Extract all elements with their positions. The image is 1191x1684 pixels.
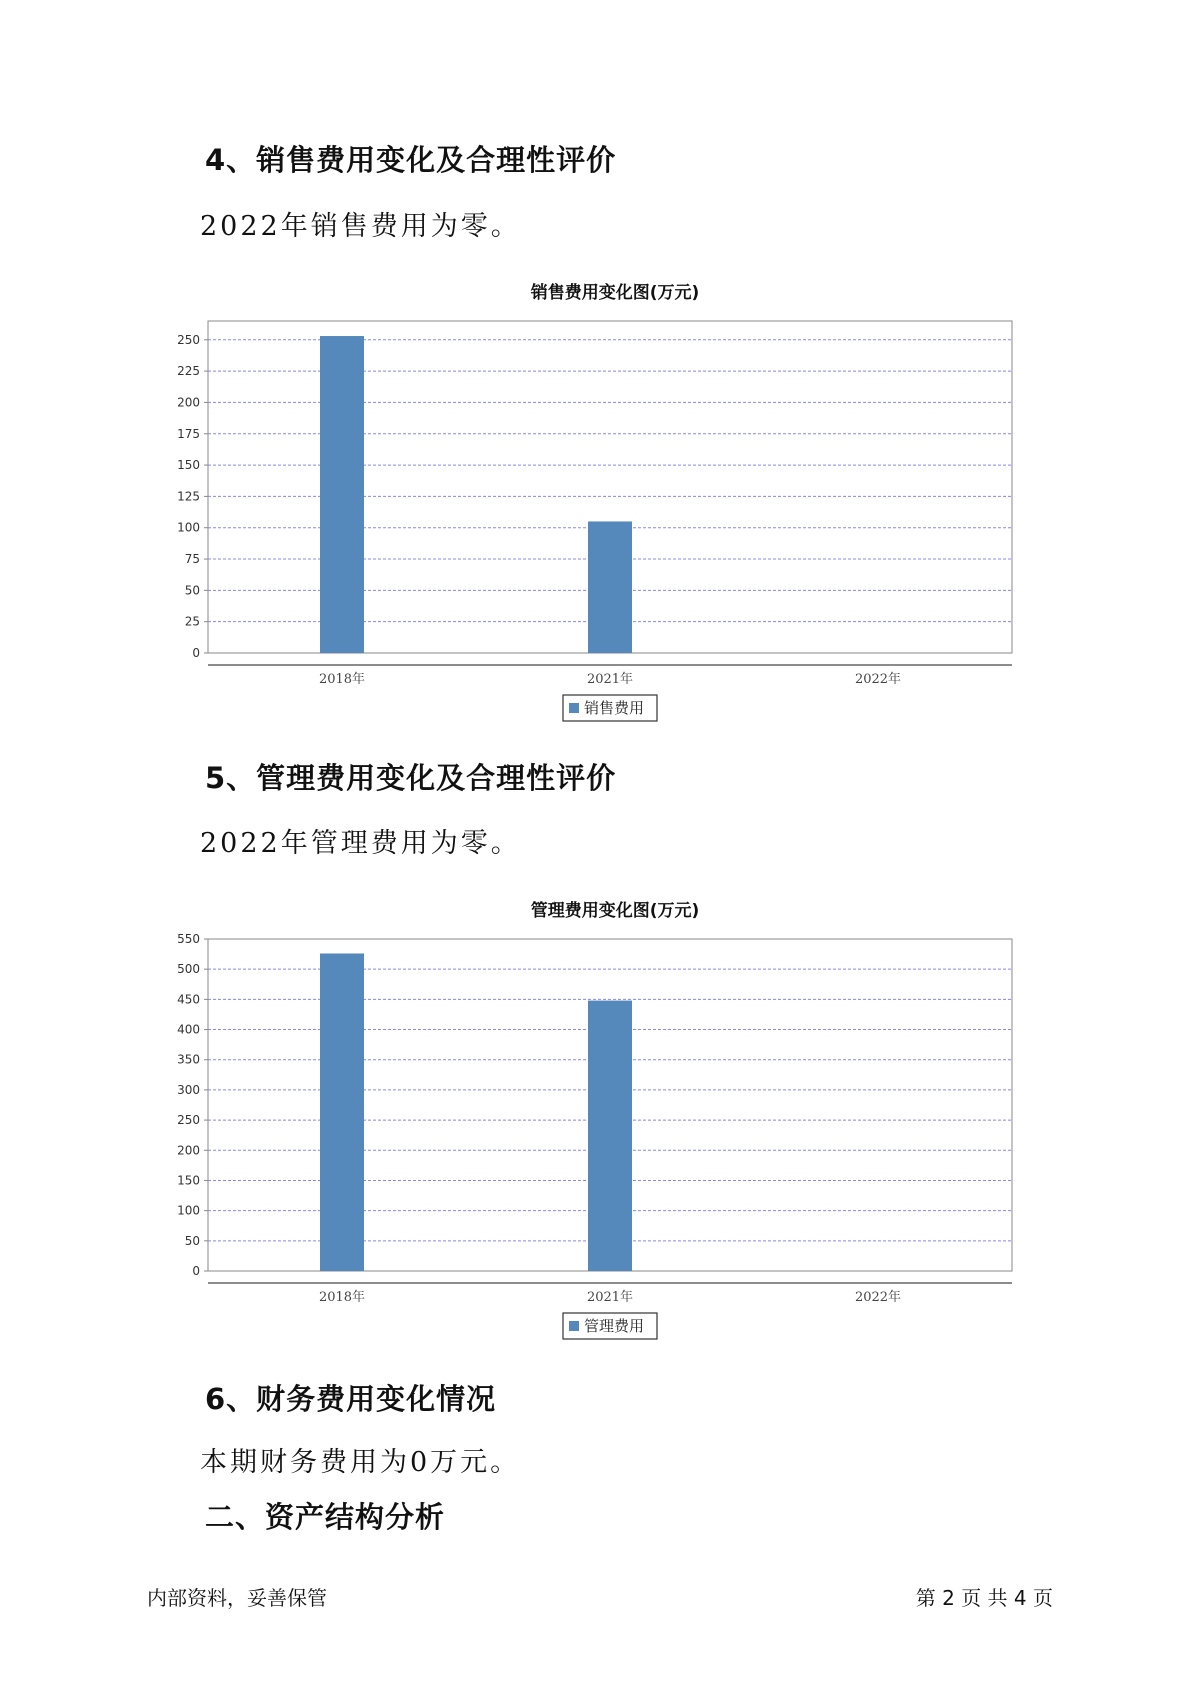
section-text-sales: 2022年销售费用为零。 — [200, 211, 521, 242]
y-tick-label: 125 — [177, 489, 200, 504]
legend-label: 管理费用 — [584, 1317, 645, 1335]
legend-swatch — [569, 703, 579, 713]
y-tick-label: 250 — [177, 332, 200, 347]
y-tick-label: 0 — [192, 1264, 200, 1278]
chart-admin-expenses — [170, 893, 1020, 1343]
x-tick-label: 2021年 — [586, 1290, 634, 1305]
legend-swatch — [569, 1321, 579, 1331]
y-tick-label: 50 — [184, 583, 200, 598]
bar — [320, 336, 364, 653]
y-tick-label: 0 — [192, 646, 200, 660]
y-tick-label: 100 — [177, 1203, 200, 1218]
section-heading-assets: 二、资产结构分析 — [205, 1500, 446, 1534]
section-text-finance: 本期财务费用为0万元。 — [200, 1447, 521, 1478]
chart-title: 销售费用变化图(万元) — [530, 283, 700, 303]
y-tick-label: 500 — [177, 962, 200, 977]
footer-confidential: 内部资料，妥善保管 — [147, 1586, 327, 1610]
section-text-admin: 2022年管理费用为零。 — [200, 828, 521, 859]
y-tick-label: 75 — [184, 552, 200, 567]
legend — [563, 695, 657, 721]
legend-label: 销售费用 — [584, 699, 645, 717]
y-tick-label: 200 — [177, 395, 200, 410]
y-tick-label: 300 — [177, 1082, 200, 1097]
y-tick-label: 450 — [177, 992, 200, 1007]
footer-page-number: 第 2 页 共 4 页 — [915, 1586, 1053, 1610]
y-tick-label: 250 — [177, 1113, 200, 1128]
y-tick-label: 25 — [184, 614, 200, 629]
x-tick-label: 2018年 — [318, 672, 366, 687]
y-tick-label: 50 — [184, 1233, 200, 1248]
bar — [588, 521, 632, 653]
section-heading-sales: 4、销售费用变化及合理性评价 — [205, 143, 617, 177]
x-tick-label: 2018年 — [318, 1290, 366, 1305]
chart-sales-expenses — [170, 275, 1020, 725]
y-tick-label: 200 — [177, 1143, 200, 1158]
legend — [563, 1313, 657, 1339]
y-tick-label: 175 — [177, 426, 200, 441]
y-tick-label: 550 — [177, 932, 200, 946]
x-tick-label: 2021年 — [586, 672, 634, 687]
bar — [320, 953, 364, 1271]
section-heading-finance: 6、财务费用变化情况 — [205, 1382, 497, 1416]
bar — [588, 1001, 632, 1271]
y-tick-label: 400 — [177, 1022, 200, 1037]
y-tick-label: 150 — [177, 458, 200, 473]
x-tick-label: 2022年 — [854, 1290, 902, 1305]
y-tick-label: 150 — [177, 1173, 200, 1188]
section-heading-admin: 5、管理费用变化及合理性评价 — [205, 761, 617, 795]
y-tick-label: 225 — [177, 364, 200, 379]
y-tick-label: 350 — [177, 1052, 200, 1067]
y-tick-label: 100 — [177, 520, 200, 535]
chart-title: 管理费用变化图(万元) — [530, 901, 700, 921]
x-tick-label: 2022年 — [854, 672, 902, 687]
